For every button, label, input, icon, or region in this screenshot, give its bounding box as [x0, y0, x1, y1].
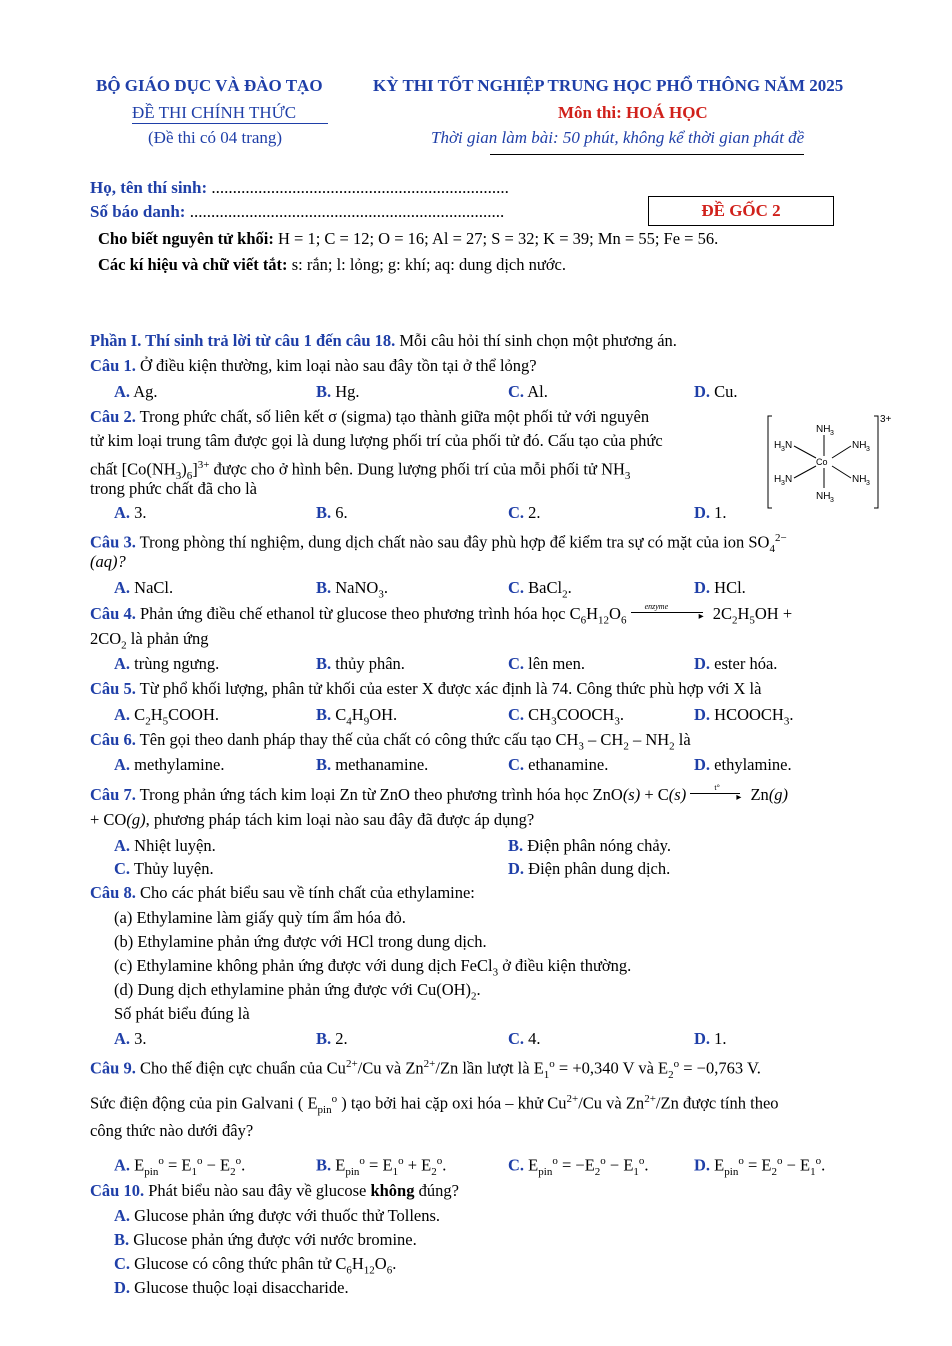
option-label: D.	[694, 382, 711, 401]
option-text: Hg.	[335, 382, 360, 401]
q8-text: Cho các phát biểu sau về tính chất của ethylamine:	[139, 883, 475, 902]
q3-option-c[interactable]: C. BaCl$_2$.	[508, 578, 572, 601]
option-text: ethylamine.	[714, 755, 792, 774]
option-label: B.	[316, 1029, 332, 1048]
option-label: D.	[114, 1278, 131, 1297]
q8-option-d[interactable]	[694, 1029, 727, 1049]
q9-option-c[interactable]: C. $E_{pin}^o = -E_2^o - E_1^o$.	[508, 1155, 649, 1178]
q6-option-d[interactable]	[694, 755, 792, 775]
svg-text:H: H	[774, 440, 782, 451]
option-label: B.	[316, 578, 332, 597]
option-text: Glucose phản ứng được với thuốc thử Tollens.	[134, 1206, 441, 1225]
option-text: ester hóa.	[714, 654, 778, 673]
q5-option-a[interactable]: A. $C_2H_5COOH$.	[114, 705, 219, 728]
option-label: C.	[508, 578, 525, 597]
q5-option-b[interactable]: B. $C_4H_9OH$.	[316, 705, 398, 728]
q3-number: Câu 3.	[90, 532, 136, 552]
q7-line2-text: , phương pháp tách kim loại nào sau đây đã được áp dụng?	[145, 810, 535, 829]
id-label: Số báo danh:	[90, 202, 186, 221]
abbr-label: Các kí hiệu và chữ viết tắt:	[98, 255, 288, 274]
q6-stem: Câu 6. Tên gọi theo danh pháp thay thế của chất có công thức cấu tạo $CH_3 - CH_2 - NH_2$ là	[90, 730, 691, 753]
q1-option-b[interactable]	[316, 382, 360, 402]
q2-text: Trong phức chất, số liên kết σ (sigma) tạo thành giữa một phối tử với nguyên	[139, 407, 650, 426]
q9-line2: Sức điện động của pin Galvani ( $E_{pin}^o$ ) tạo bởi hai cặp oxi hóa – khử $Cu^{2+}/Cu$ và $Zn^{2+}/Zn$ được tính theo	[90, 1093, 779, 1116]
svg-text:N: N	[785, 440, 793, 451]
option-text: Al.	[527, 382, 548, 401]
q2-line2: tử kim loại trung tâm được gọi là dung lượng phối trí của phối tử đó. Cấu tạo của phức	[90, 431, 663, 450]
option-label: A.	[114, 1029, 131, 1048]
exam-time: Thời gian làm bài: 50 phút, không kể thời gian phát đề	[431, 128, 805, 147]
q6-number: Câu 6.	[90, 730, 136, 749]
q8-option-a[interactable]	[114, 1029, 147, 1049]
q9-line2-text: Sức điện động của pin Galvani (	[90, 1093, 304, 1113]
option-label: B.	[316, 382, 332, 401]
q9-line2-tail: ) tạo bởi hai cặp oxi hóa – khử Cu	[341, 1093, 567, 1113]
part1-heading	[90, 331, 677, 351]
q1-number: Câu 1.	[90, 356, 136, 375]
option-label: C.	[508, 1155, 525, 1175]
q4-text: Phản ứng điều chế ethanol từ glucose theo phương trình hóa học C	[139, 604, 581, 623]
option-text: 6.	[335, 503, 348, 522]
q10-text-end: đúng?	[418, 1181, 459, 1200]
option-label: C.	[508, 705, 525, 724]
svg-text:3+: 3+	[880, 414, 892, 425]
option-text: 1.	[714, 503, 727, 522]
option-text: methanamine.	[335, 755, 429, 774]
option-label: D.	[694, 1029, 711, 1048]
q5-number: Câu 5.	[90, 679, 136, 698]
option-label: D.	[694, 705, 711, 724]
q8-stem	[90, 883, 475, 903]
option-text: 3.	[134, 503, 147, 522]
option-label: B.	[316, 705, 332, 724]
q6-tail: là	[678, 730, 691, 749]
option-label: C.	[508, 1029, 525, 1048]
option-text: COOCH	[556, 705, 615, 724]
option-label: A.	[114, 654, 131, 673]
q8-statement-b: (b) Ethylamine phản ứng được với HCl trong dung dịch.	[114, 932, 487, 951]
option-text: 3.	[134, 1029, 147, 1048]
option-text: COOH.	[168, 705, 219, 724]
svg-text:NH: NH	[852, 440, 867, 451]
q8-number: Câu 8.	[90, 883, 136, 902]
q10-text: Phát biểu nào sau đây về glucose	[148, 1181, 367, 1200]
atomic-values: H = 1; C = 12; O = 16; Al = 27; S = 32; K = 39; Mn = 55; Fe = 56.	[277, 229, 719, 248]
option-text: methylamine.	[134, 755, 225, 774]
atomic-label: Cho biết nguyên tử khối:	[98, 229, 274, 248]
q6-option-a[interactable]	[114, 755, 224, 775]
q7-option-a[interactable]	[114, 836, 216, 856]
option-text: 1.	[714, 1029, 727, 1048]
q6-text: Tên gọi theo danh pháp thay thế của chất có công thức cấu tạo CH	[139, 730, 579, 749]
option-label: B.	[316, 1155, 332, 1175]
q4-option-d[interactable]	[694, 654, 777, 674]
option-label: B.	[316, 654, 332, 673]
q8-c-text: (c) Ethylamine không phản ứng được với dung dịch FeCl	[114, 956, 493, 975]
q9-option-d[interactable]: D. $E_{pin}^o = E_2^o - E_1^o$.	[694, 1155, 826, 1178]
q9-line3: công thức nào dưới đây?	[90, 1121, 254, 1140]
heat-arrow: t° ▸	[690, 788, 746, 800]
svg-text:3: 3	[830, 497, 834, 504]
option-label: D.	[694, 1155, 711, 1175]
q1-option-d[interactable]	[694, 382, 738, 402]
official-label: ĐỀ THI CHÍNH THỨC	[132, 103, 297, 122]
q5-option-c[interactable]: C. $CH_3COOCH_3$.	[508, 705, 624, 728]
q3-option-a[interactable]	[114, 578, 173, 598]
q5-text: Từ phổ khối lượng, phân tử khối của ester X được xác định là 74. Công thức phù hợp với X là	[139, 679, 762, 698]
q8-statement-c: (c) Ethylamine không phản ứng được với dung dịch FeCl$_3$ ở điều kiện thường.	[114, 956, 632, 979]
q5-option-d[interactable]: D. $HCOOCH_3$.	[694, 705, 794, 728]
q9-number: Câu 9.	[90, 1058, 136, 1078]
option-text: Ag.	[133, 382, 158, 401]
q8-statement-d: (d) Dung dịch ethylamine phản ứng được với $Cu(OH)_2$.	[114, 980, 481, 1003]
name-label: Họ, tên thí sinh:	[90, 178, 208, 197]
exam-title: KỲ THI TỐT NGHIỆP TRUNG HỌC PHỔ THÔNG NĂM 2025	[373, 76, 844, 95]
q10-option-a[interactable]	[114, 1206, 440, 1226]
q6-option-b[interactable]	[316, 755, 428, 775]
option-text: lên men.	[528, 654, 585, 673]
exam-code: ĐỀ GỐC 2	[701, 201, 781, 220]
q7-stem: Câu 7. Trong phản ứng tách kim loại Zn từ ZnO theo phương trình hóa học ZnO(s) + C(s) t° ▸ Zn(g)	[90, 783, 789, 804]
q10-stem	[90, 1181, 459, 1201]
candidate-name-row	[90, 178, 509, 198]
svg-text:3: 3	[830, 430, 834, 437]
q7-line2: + CO(g), phương pháp tách kim loại nào sau đây đã được áp dụng?	[90, 810, 535, 829]
option-label: C.	[114, 1254, 131, 1273]
q2-line3: chất $[Co(NH_3)_6]^{3+}$ được cho ở hình bên. Dung lượng phối trí của mỗi phối tử $NH_3$	[90, 459, 631, 482]
cobalt-complex-figure	[764, 410, 904, 514]
option-text: NaCl.	[134, 578, 174, 597]
svg-text:3: 3	[781, 446, 785, 453]
option-text: Glucose phản ứng được với nước bromine.	[133, 1230, 417, 1249]
q8-statement-a: (a) Ethylamine làm giấy quỳ tím ẩm hóa đỏ.	[114, 908, 406, 927]
q2-line4: trong phức chất đã cho là	[90, 479, 258, 498]
q7-number: Câu 7.	[90, 785, 136, 804]
option-label: A.	[114, 755, 131, 774]
atomic-masses	[98, 229, 718, 249]
id-dots: ..........................................................................	[189, 202, 505, 221]
q2-line1	[90, 407, 649, 427]
q7-text: Trong phản ứng tách kim loại Zn từ ZnO theo phương trình hóa học ZnO	[139, 785, 623, 804]
svg-text:H: H	[774, 474, 782, 485]
option-label: A.	[114, 705, 131, 724]
q4-option-a[interactable]	[114, 654, 219, 674]
option-text: Thủy luyện.	[133, 859, 214, 878]
svg-text:3: 3	[866, 446, 870, 453]
q3-option-b[interactable]: B. NaNO$_3$.	[316, 578, 388, 601]
option-label: B.	[316, 755, 332, 774]
option-label: A.	[114, 503, 131, 522]
option-text: BaCl	[528, 578, 563, 597]
option-text: thủy phân.	[335, 654, 405, 673]
option-label: D.	[694, 654, 711, 673]
svg-text:Co: Co	[816, 457, 828, 467]
q7-option-b[interactable]	[508, 836, 671, 856]
enzyme-arrow: enzyme ▸	[631, 607, 709, 619]
option-text: Glucose thuộc loại disaccharide.	[134, 1278, 349, 1297]
time-underline	[490, 154, 804, 155]
option-label: C.	[508, 654, 525, 673]
q1-option-a[interactable]	[114, 382, 158, 402]
option-label: D.	[694, 503, 711, 522]
option-text: trùng ngưng.	[134, 654, 220, 673]
q8-d-text: (d) Dung dịch ethylamine phản ứng được với Cu(OH)	[114, 980, 472, 999]
q7-option-d[interactable]	[508, 859, 670, 879]
q2-option-d[interactable]	[694, 503, 727, 523]
q9-option-a[interactable]: A. $E_{pin}^o = E_1^o - E_2^o$.	[114, 1155, 246, 1178]
q10-option-c[interactable]: C. Glucose có công thức phân tử $C_6H_{12}O_6$.	[114, 1254, 397, 1277]
option-label: B.	[114, 1230, 130, 1249]
q2-line3-text: được cho ở hình bên. Dung lượng phối trí của mỗi phối tử NH	[213, 459, 625, 479]
q10-option-b[interactable]	[114, 1230, 417, 1250]
q8-option-c[interactable]	[508, 1029, 541, 1049]
q4-stem: Câu 4. Phản ứng điều chế ethanol từ glucose theo phương trình hóa học $C_6H_{12}O_6$ enzyme ▸ $2C_2H_5OH$ +	[90, 604, 792, 630]
q5-stem	[90, 679, 761, 699]
svg-text:3: 3	[781, 480, 785, 487]
exam-code-box	[648, 196, 834, 226]
option-text: HCOOCH	[714, 705, 784, 724]
option-text: ethanamine.	[528, 755, 609, 774]
q2-number: Câu 2.	[90, 407, 136, 426]
q8-c-tail: ở điều kiện thường.	[502, 956, 632, 975]
option-label: C.	[508, 382, 525, 401]
svg-text:NH: NH	[816, 491, 831, 502]
option-text: OH.	[369, 705, 398, 724]
q4-line2-text: là phản ứng	[130, 629, 209, 648]
option-label: A.	[114, 578, 131, 597]
abbr-values: s: rắn; l: lỏng; g: khí; aq: dung dịch nước.	[291, 255, 566, 274]
q1-stem	[90, 356, 537, 376]
part1-instruction: Mỗi câu hỏi thí sinh chọn một phương án.	[399, 331, 677, 350]
candidate-id-row	[90, 202, 504, 222]
abbreviations	[98, 255, 566, 275]
name-dots: ......................................................................	[211, 178, 509, 197]
q4-line2: $2CO_2$ là phản ứng	[90, 629, 209, 652]
q4-number: Câu 4.	[90, 604, 136, 623]
option-label: A.	[114, 382, 131, 401]
option-label: B.	[316, 503, 332, 522]
page-count: (Đề thi có 04 trang)	[148, 128, 283, 147]
q2-formula: chất [Co(NH	[90, 459, 176, 479]
option-label: A.	[114, 1206, 131, 1225]
option-label: C.	[508, 503, 525, 522]
svg-text:NH: NH	[852, 474, 867, 485]
option-text: NaNO	[335, 578, 379, 597]
q4-option-c[interactable]	[508, 654, 585, 674]
option-text: HCl.	[714, 578, 746, 597]
q3-text: Trong phòng thí nghiệm, dung dịch chất nào sau đây phù hợp để kiểm tra sự có mặt của ion SO	[139, 532, 770, 552]
option-text: 2.	[335, 1029, 348, 1048]
subject: Môn thi: HOÁ HỌC	[558, 103, 708, 122]
enzyme-label: enzyme	[644, 602, 669, 611]
option-label: D.	[694, 578, 711, 597]
option-text: Điện phân dung dịch.	[528, 859, 671, 878]
option-text: Glucose có công thức phân tử C	[134, 1254, 347, 1273]
option-text: 2.	[528, 503, 541, 522]
q1-option-c[interactable]	[508, 382, 548, 402]
option-label: C.	[114, 859, 131, 878]
q3-option-d[interactable]	[694, 578, 746, 598]
svg-text:3: 3	[866, 480, 870, 487]
q6-option-c[interactable]	[508, 755, 608, 775]
q4-option-b[interactable]	[316, 654, 405, 674]
q9-stem: Câu 9. Cho thế điện cực chuẩn của $Cu^{2+}/Cu$ và $Zn^{2+}/Zn$ lần lượt là $E_1^o = +0,340$ V và $E_2^o = -0,763$ V.	[90, 1058, 761, 1081]
svg-text:N: N	[785, 474, 793, 485]
option-text: Cu.	[714, 382, 738, 401]
part1-title: Phần I. Thí sinh trả lời từ câu 1 đến câu 18.	[90, 331, 396, 350]
ministry: BỘ GIÁO DỤC VÀ ĐÀO TẠO	[96, 76, 323, 95]
q3-stem: Câu 3. Trong phòng thí nghiệm, dung dịch chất nào sau đây phù hợp để kiểm tra sự có mặt của ion $SO_4^{2-}$	[90, 532, 787, 555]
option-label: C.	[508, 755, 525, 774]
svg-text:NH: NH	[816, 424, 831, 435]
q3-tail: (aq)?	[90, 552, 126, 571]
q2-option-b[interactable]	[316, 503, 348, 523]
q10-number: Câu 10.	[90, 1181, 145, 1200]
q2-option-c[interactable]	[508, 503, 541, 523]
option-label: B.	[508, 836, 524, 855]
option-label: D.	[508, 859, 525, 878]
q10-emphasis: không	[370, 1181, 415, 1200]
q7-option-c[interactable]	[114, 859, 214, 879]
q10-option-d[interactable]	[114, 1278, 349, 1298]
q8-option-b[interactable]	[316, 1029, 348, 1049]
q1-text: Ở điều kiện thường, kim loại nào sau đây tồn tại ở thể lỏng?	[139, 356, 537, 375]
option-text: 4.	[528, 1029, 541, 1048]
option-label: A.	[114, 836, 131, 855]
q9-text: Cho thế điện cực chuẩn của Cu	[139, 1058, 346, 1078]
option-label: D.	[694, 755, 711, 774]
q8-ask: Số phát biểu đúng là	[114, 1004, 250, 1023]
option-text: Điện phân nóng chảy.	[527, 836, 671, 855]
option-text: Nhiệt luyện.	[134, 836, 216, 855]
option-label: A.	[114, 1155, 131, 1175]
q2-option-a[interactable]	[114, 503, 147, 523]
official-underline	[132, 123, 328, 124]
q9-option-b[interactable]: B. $E_{pin}^o = E_1^o + E_2^o$.	[316, 1155, 447, 1178]
